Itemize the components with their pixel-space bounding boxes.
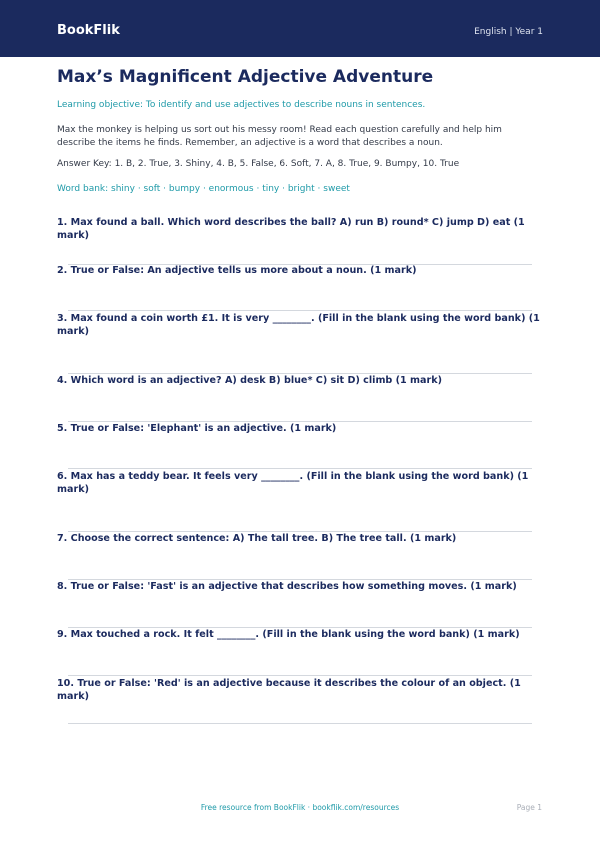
answer-line-2 xyxy=(68,310,532,311)
question-8: 8. True or False: 'Fast' is an adjective that describes how something moves. (1 mark) xyxy=(57,581,517,592)
question-9: 9. Max touched a rock. It felt ________. (Fill in the blank using the word bank) (1 mark) xyxy=(57,629,520,640)
page-number: Page 1 xyxy=(516,803,542,812)
question-1: 1. Max found a ball. Which word describes the ball? A) run B) round* C) jump D) eat (1 mark) xyxy=(57,217,525,241)
question-5: 5. True or False: 'Elephant' is an adjective. (1 mark) xyxy=(57,423,337,434)
question-7: 7. Choose the correct sentence: A) The tall tree. B) The tree tall. (1 mark) xyxy=(57,533,457,544)
question-2: 2. True or False: An adjective tells us more about a noun. (1 mark) xyxy=(57,265,417,276)
answer-line-9 xyxy=(68,675,532,676)
answer-line-5 xyxy=(68,468,532,469)
learning-objective: Learning objective: To identify and use adjectives to describe nouns in sentences. xyxy=(57,100,426,110)
question-6: 6. Max has a teddy bear. It feels very ________. (Fill in the blank using the word bank) (1 mark) xyxy=(57,471,529,495)
subject-year-label: English | Year 1 xyxy=(474,27,543,37)
worksheet-title: Max’s Magnificent Adjective Adventure xyxy=(57,67,434,87)
word-bank: Word bank: shiny · soft · bumpy · enormous · tiny · bright · sweet xyxy=(57,184,350,194)
footer-credit[interactable]: Free resource from BookFlik · bookflik.com/resources xyxy=(200,803,400,812)
question-10: 10. True or False: 'Red' is an adjective because it describes the colour of an object. (1 mark) xyxy=(57,678,521,702)
question-3: 3. Max found a coin worth £1. It is very ________. (Fill in the blank using the word bank) (1 mark) xyxy=(57,313,540,337)
intro-paragraph: Max the monkey is helping us sort out his messy room! Read each question carefully and help him describe the items he finds. Remember, an adjective is a word that describes a noun. xyxy=(57,125,502,148)
answer-key: Answer Key: 1. B, 2. True, 3. Shiny, 4. B, 5. False, 6. Soft, 7. A, 8. True, 9. Bumpy, 10. True xyxy=(57,159,460,169)
answer-line-10 xyxy=(68,723,532,724)
question-4: 4. Which word is an adjective? A) desk B) blue* C) sit D) climb (1 mark) xyxy=(57,375,443,386)
top-banner xyxy=(0,0,600,57)
brand-logo[interactable]: BookFlik xyxy=(57,23,120,38)
